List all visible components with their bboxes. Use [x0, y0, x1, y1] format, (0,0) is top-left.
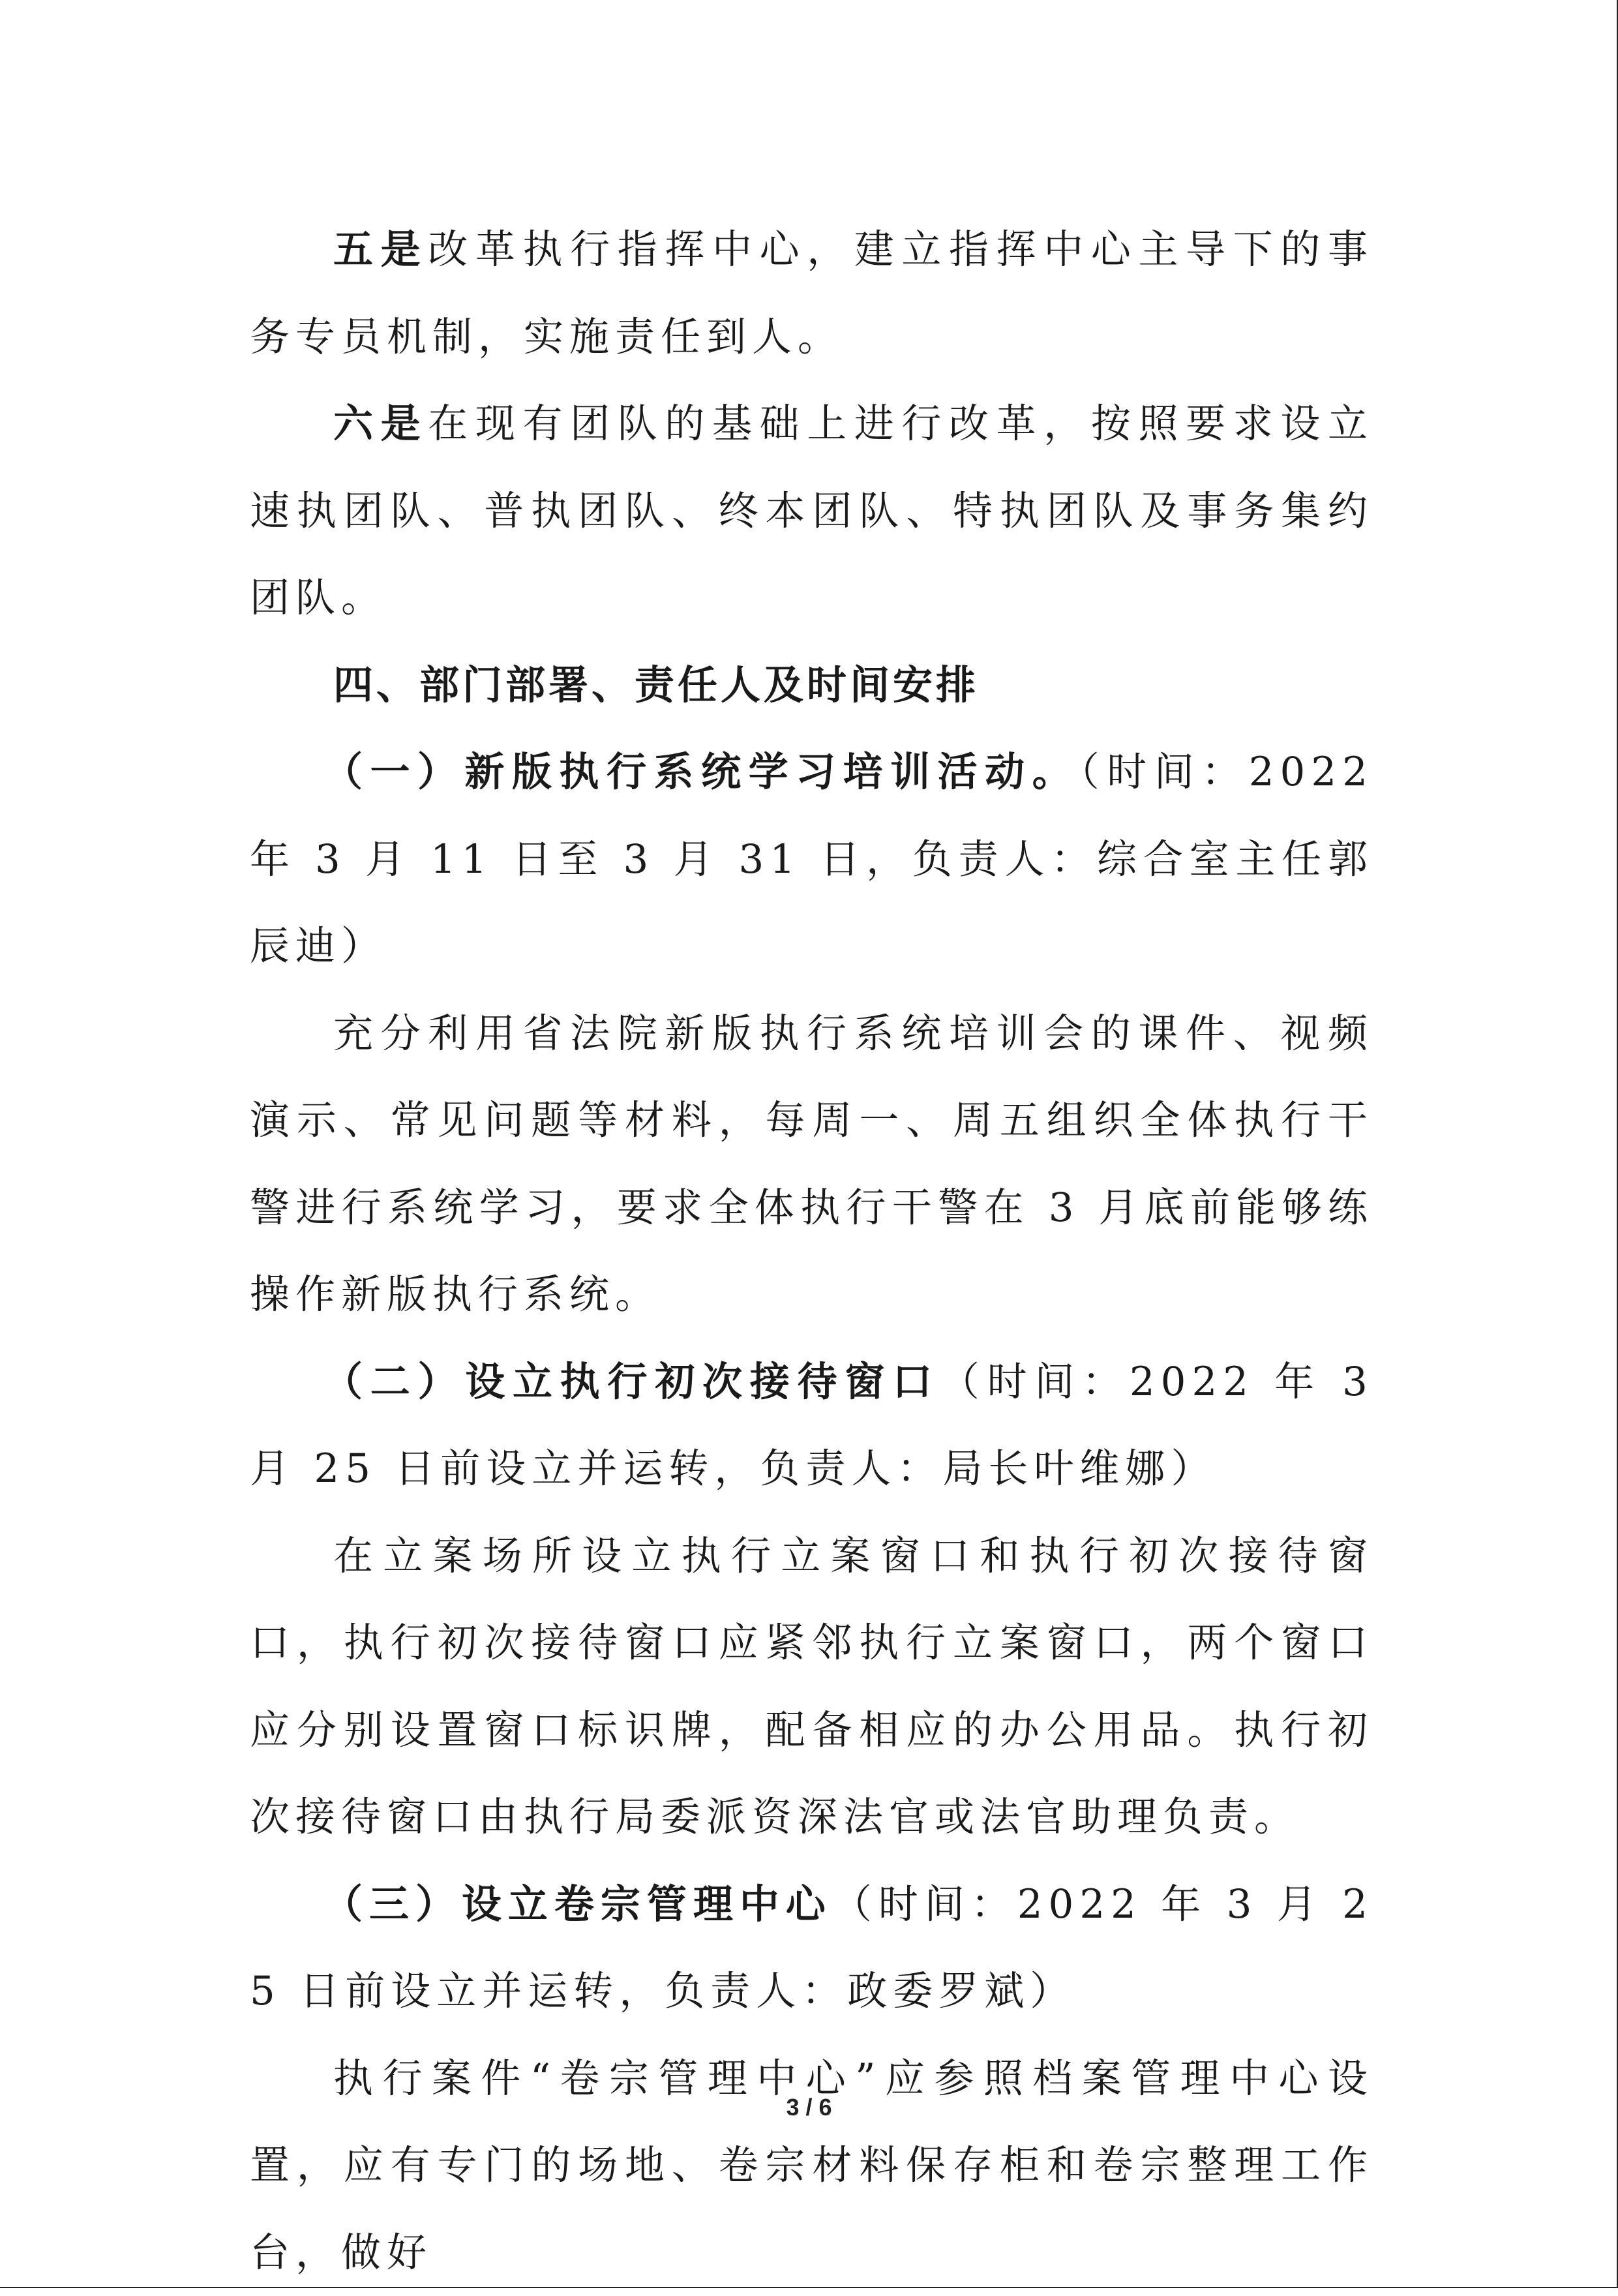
item-five-paragraph — [250, 206, 1373, 380]
item-five-lead: 五是 — [333, 226, 428, 273]
subsection-one-meta: （时间：2022 年 3 月 11 日至 3 月 31 日，负责人：综合室主任郭辰迪） — [250, 749, 1373, 969]
item-six-paragraph — [250, 380, 1373, 642]
subsection-two-title: （二）设立执行初次接待窗口 — [323, 1359, 940, 1405]
subsection-two-meta: （时间：2022 年 3 月 25 日前设立并运转，负责人：局长叶维娜） — [250, 1359, 1373, 1492]
subsection-one-header — [250, 729, 1373, 990]
item-five-text: 改革执行指挥中心，建立指挥中心主导下的事务专员机制，实施责任到人。 — [250, 226, 1373, 360]
subsection-two-body: 在立案场所设立执行立案窗口和执行初次接待窗口，执行初次接待窗口应紧邻执行立案窗口，两个窗口应分别设置窗口标识牌，配备相应的办公用品。执行初次接待窗口由执行局委派资深法官或法官助理负责。 — [250, 1513, 1373, 1861]
subsection-three-body: 执行案件“卷宗管理中心”应参照档案管理中心设置，应有专门的场地、卷宗材料保存柜和卷宗整理工作台，做好 — [250, 2035, 1373, 2296]
subsection-one-body: 充分利用省法院新版执行系统培训会的课件、视频演示、常见问题等材料，每周一、周五组织全体执行干警进行系统学习，要求全体执行干警在 3 月底前能够练操作新版执行系统。 — [250, 990, 1373, 1338]
item-six-lead: 六是 — [333, 400, 428, 447]
document-body — [250, 206, 1373, 2296]
subsection-three-header — [250, 1861, 1373, 2035]
item-six-text: 在现有团队的基础上进行改革，按照要求设立速执团队、普执团队、终本团队、特执团队及事务集约团队。 — [250, 400, 1373, 621]
subsection-three-meta: （时间：2022 年 3 月 25 日前设立并运转，负责人：政委罗斌） — [250, 1881, 1373, 2015]
page-number: 3 / 6 — [0, 2094, 1618, 2121]
subsection-two-header — [250, 1338, 1373, 1513]
section-heading: 四、部门部署、责任人及时间安排 — [250, 642, 1373, 729]
subsection-one-title: （一）新版执行系统学习培训活动。 — [323, 749, 1079, 795]
subsection-three-title: （三）设立卷宗管理中心 — [323, 1881, 832, 1927]
